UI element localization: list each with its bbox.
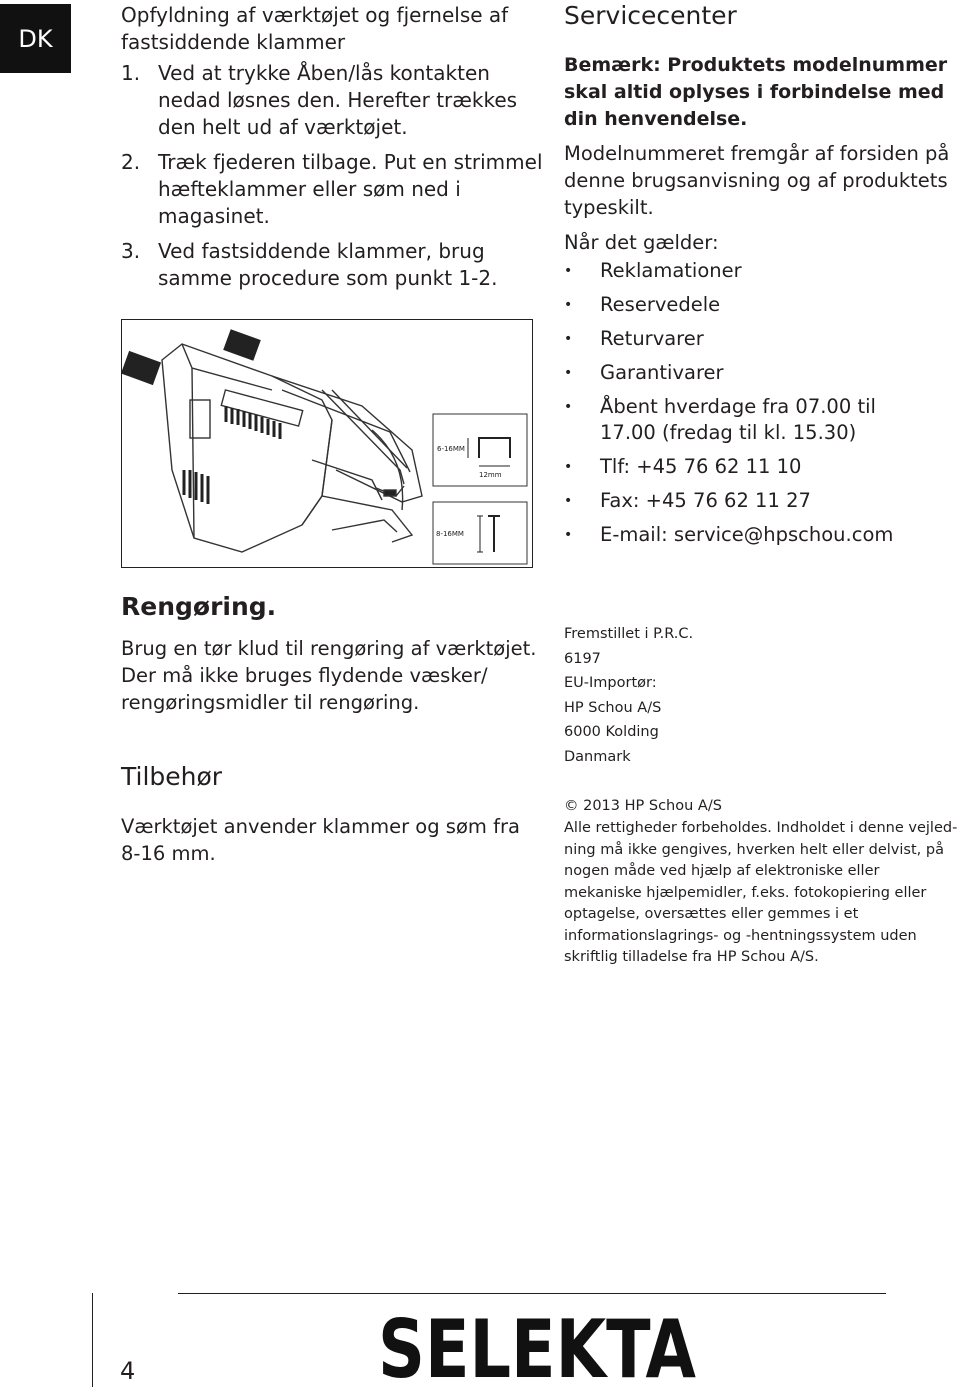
list-item: • Reklamationer [564, 258, 960, 284]
imprint-block [564, 622, 960, 769]
cleaning-section [121, 592, 546, 716]
footer-margin-line [92, 1293, 93, 1387]
list-item: • Åbent hverdage fra 07.00 til 17.00 (fredag til kl. 15.30) [564, 394, 900, 446]
step-item: 1. Ved at trykke Åben/lås kontakten nedad løsnes den. Herefter trækkes den helt ud af værktøjet. [121, 61, 518, 139]
cleaning-text: Brug en tør klud til rengøring af værktøjet. Der må ikke bruges flydende væsker/ rengøringsmidler til rengøring. [121, 637, 537, 714]
list-item: • E-mail: service@hpschou.com [564, 522, 960, 548]
staple-length-label: 6-16MM [437, 445, 465, 453]
step-item: 2. Træk fjederen tilbage. Put en strimmel hæfteklammer eller søm ned i magasinet. [121, 150, 543, 228]
accessories-section [121, 762, 546, 867]
imprint-line: 6197 [564, 650, 601, 667]
refill-heading: Opfyldning af værktøjet og fjernelse af fastsiddende klammer [121, 3, 509, 54]
service-list [564, 258, 960, 556]
selekta-logo [378, 1303, 697, 1387]
stapler-grip-lines [184, 406, 280, 504]
copyright-line: © 2013 HP Schou A/S [564, 798, 722, 814]
cleaning-title: Rengøring. [121, 592, 277, 621]
when-text: Når det gælder: [564, 231, 719, 254]
page-number: 4 [120, 1357, 136, 1385]
staple-icon [468, 438, 510, 466]
list-item: • Fax: +45 76 62 11 27 [564, 488, 960, 514]
imprint-line: Danmark [564, 748, 631, 765]
staple-strip-icon [121, 329, 261, 385]
service-title: Servicecenter [564, 1, 737, 30]
accessories-title: Tilbehør [121, 762, 223, 791]
refill-steps [121, 60, 546, 300]
step-item: 3. Ved fastsiddende klammer, brug samme procedure som punkt 1-2. [121, 239, 498, 290]
imprint-line: HP Schou A/S [564, 699, 662, 716]
list-item: • Reservedele [564, 292, 960, 318]
accessories-text: Værktøjet anvender klammer og søm fra 8-16 mm. [121, 815, 520, 865]
model-note: Bemærk: Produktets modelnummer skal altid oplyses i forbindelse med din henvendelse. [564, 54, 948, 130]
magazine-rail-icon [322, 390, 407, 496]
nail-icon [477, 516, 500, 552]
list-item: • Returvarer [564, 326, 960, 352]
stapler-illustration [121, 319, 533, 568]
staple-width-label: 12mm [479, 471, 502, 479]
stapler-drawing [122, 320, 532, 567]
stapler-body-icon [162, 344, 422, 552]
model-text: Modelnummeret fremgår af forsiden på denne brugsanvisning og af produktets typeskilt. [564, 142, 950, 219]
footer-rule [178, 1293, 886, 1294]
list-item: • Garantivarer [564, 360, 960, 386]
imprint-line: Fremstillet i P.R.C. [564, 626, 694, 642]
imprint-line: 6000 Kolding [564, 724, 659, 740]
svg-text:SELEKTA: SELEKTA [378, 1303, 697, 1387]
list-item: • Tlf: +45 76 62 11 10 [564, 454, 960, 480]
rights-text: Alle rettigheder forbeholdes. Indholdet i denne vejled-ning må ikke gengives, hverken helt eller delvist, på nogen måde ved hjælp af elektroniske eller mekaniske hjælpemidler, f.eks. fotokopiering eller optagelse, oversættes eller gemmes i et informationslagrings- og -hentningssystem uden skriftlig tilladelse fra HP Schou A/S. [564, 820, 958, 965]
imprint-line: EU-Importør: [564, 675, 657, 691]
language-tab: DK [0, 4, 71, 73]
nail-length-label: 8-16MM [436, 530, 464, 538]
